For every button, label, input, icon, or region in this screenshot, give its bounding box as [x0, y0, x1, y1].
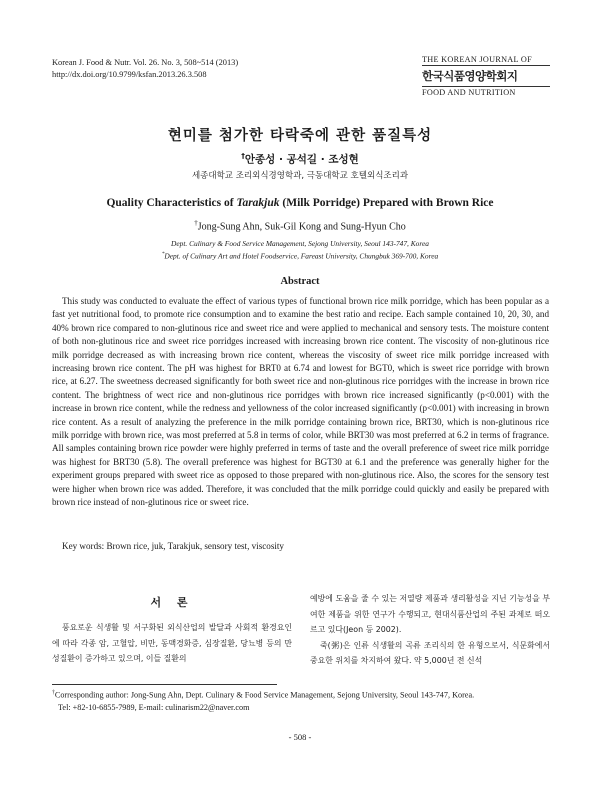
affiliations-korean: 세종대학교 조리외식경영학과, 극동대학교 호텔외식조리과 — [191, 171, 409, 181]
intro-paragraph-1: 예방에 도움을 줄 수 있는 저열량 제품과 생리활성을 지닌 기능성을 부여한 제품을 위한 연구가 수행되고, 현대식품산업의 주된 과제로 떠오르고 있다(Jeon 등 2002). — [310, 594, 550, 635]
title-en-part2: (Milk Porridge) Prepared with Brown Rice — [279, 197, 494, 209]
footnote-line-1 — [52, 687, 552, 702]
author-marker-dagger-en: † — [194, 219, 198, 227]
authors-korean-text: 안종성 · 공석길 · 조성현 — [244, 153, 359, 166]
title-en-part1: Quality Characteristics of — [106, 197, 237, 209]
affiliation-marker: * — [161, 251, 165, 257]
author-marker-dagger: † — [241, 151, 245, 160]
title-english — [0, 197, 600, 209]
title-en-italic: Tarakjuk — [236, 197, 280, 209]
intro-right-column — [310, 591, 550, 669]
page-number: - 508 - — [288, 732, 312, 742]
authors-english-text: Jong-Sung Ahn, Suk-Gil Kong and Sung-Hyun Cho — [197, 221, 406, 233]
authors-english — [0, 219, 600, 232]
title-korean: 현미를 첨가한 타락죽에 관한 품질특성 — [167, 128, 433, 144]
journal-name-en-bottom: FOOD AND NUTRITION — [422, 86, 550, 97]
intro-paragraph-2: 죽(粥)은 인류 식생활의 곡류 조리식의 한 유형으로서, 식문화에서 중요한 위치를 차지하여 왔다. 약 5,000년 전 신석 — [310, 640, 550, 666]
affiliations-english — [0, 238, 600, 261]
footnote-line-2: Tel: +82-10-6855-7989, E-mail: culinarism22@naver.com — [58, 703, 250, 713]
journal-logo — [422, 55, 550, 97]
abstract-body: This study was conducted to evaluate the effect of various types of functional brown rice milk porridge, which has been popular as a fast yet nutritional food, to promote rice consumption and to examine the best ratio and recipe. Each sample contained 10, 20, 30, and 40% brown rice compared to non-glutinous rice and sweet rice and were applied to mechanical and sensory tests. The moisture content of both non-glutinous rice and sweet rice porridges increased with increasing brown rice content. The viscosity of non-glutinous rice milk porridge decreased as with increasing brown rice content, whereas the viscosity of sweet rice milk porridge increased with increasing brown rice content. The pH was highest for BRT0 at 6.74 and lowest for BGT0, which is sweet rice porridge with brown rice, at 6.27. The sweetness decreased significantly for both sweet rice and non-glutinous rice porridges with the increase in brown rice content. The brightness of wect rice and non-glutinous rice porridges with brown rice increased significantly (p<0.001) with the increase in brown rice content, while the redness and yellowness of the color increased significantly (p<0.001) with increasing in brown rice content. As a result of analyzing the preference in the milk porridge containing brown rice, BRT30, which is non-glutinous rice milk porridge with brown rice, was most preferred at 5.8 in terms of color, while BRT30 was most preferred at 6.2 in terms of fragrance. All samples containing brown rice powder were highly preferred in terms of taste and the overall preference of sweet rice milk porridge was highest for BRT30 (5.8). The overall preference was highest for BGT30 at 6.1 and the preference was generally higher for the experiment groups prepared with sweet rice as opposed to those prepared with non-glutinous rice. Also, the scores for the sensory test were higher when brown rice was added. Therefore, it was concluded that the milk porridge could quickly and easily be prepared with brown rice instead of non-glutinous rice or sweet rice. — [52, 296, 549, 508]
doi-line[interactable]: http://dx.doi.org/10.9799/ksfan.2013.26.3.508 — [52, 70, 207, 79]
keywords: Key words: Brown rice, juk, Tarakjuk, sensory test, viscosity — [62, 541, 284, 551]
intro-left-column: 풍요로운 식생활 및 서구화된 외식산업의 발달과 사회적 환경요인에 따라 각종 암, 고혈압, 비만, 동맥경화증, 심장질환, 당뇨병 등의 만성질환이 증가하고 있으며, 이들 질환의 — [52, 623, 292, 664]
footnote — [52, 687, 552, 715]
abstract-heading: Abstract — [280, 276, 320, 287]
footnote-divider — [52, 684, 277, 685]
footnote-dagger: † — [52, 690, 55, 696]
affiliation-en-2-text: Dept. of Culinary Art and Hotel Foodservice, Fareast University, Chungbuk 369-700, Korea — [164, 251, 439, 261]
footnote-line-1-text: Corresponding author: Jong-Sung Ahn, Dept. Culinary & Food Service Management, Sejong University, Seoul 143-747, Korea. — [54, 690, 475, 700]
journal-name-kr: 한국식품영양학회지 — [422, 69, 518, 83]
citation-line: Korean J. Food & Nutr. Vol. 26. No. 3, 508~514 (2013) — [52, 58, 239, 67]
journal-citation — [52, 57, 238, 81]
affiliation-en-1: Dept. Culinary & Food Service Management, Sejong University, Seoul 143-747, Korea — [171, 239, 429, 248]
affiliation-en-2 — [0, 249, 600, 261]
section-heading-introduction: 서 론 — [150, 596, 194, 609]
authors-korean — [0, 151, 600, 167]
journal-name-en-top: THE KOREAN JOURNAL OF — [422, 55, 550, 66]
